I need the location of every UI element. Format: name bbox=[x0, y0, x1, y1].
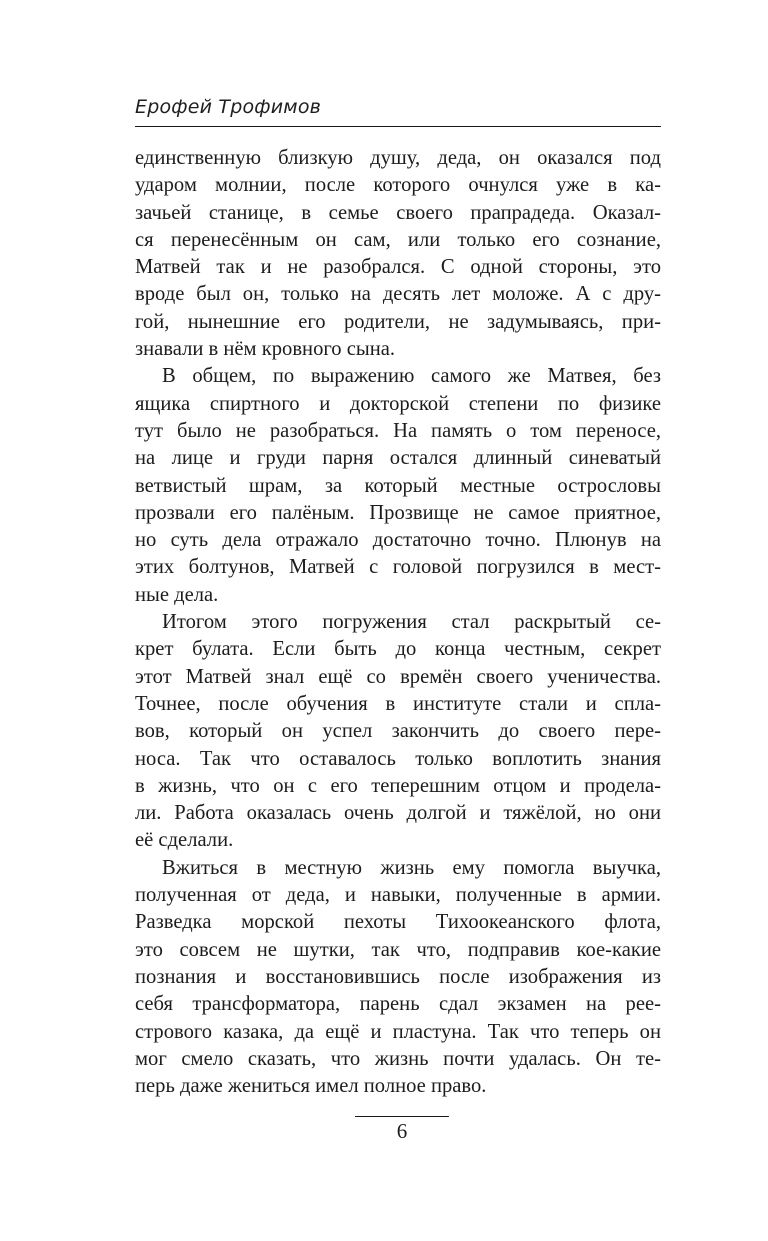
text-line: стрового казака, да ещё и пластуна. Так что теперь он bbox=[135, 1020, 661, 1043]
text-line: единственную близкую душу, деда, он оказался под bbox=[135, 147, 661, 169]
paragraph-3 bbox=[135, 609, 661, 855]
text-line: но суть дела отражало достаточно точно. Плюнув на bbox=[135, 529, 661, 552]
paragraph-4 bbox=[135, 855, 661, 1101]
text-line: этот Матвей знал ещё со времён своего ученичества. bbox=[135, 665, 661, 688]
body-text bbox=[135, 145, 661, 1100]
text-line: прозвали его палёным. Прозвище не самое приятное, bbox=[135, 501, 661, 524]
text-line: познания и восстановившись после изображения из bbox=[135, 965, 661, 988]
text-line: в жизнь, что он с его теперешним отцом и продела- bbox=[135, 774, 661, 797]
text-line: тут было не разобраться. На память о том переносе, bbox=[135, 419, 661, 442]
header-rule bbox=[135, 126, 661, 127]
text-line: полученная от деда, и навыки, полученные в армии. bbox=[135, 884, 661, 907]
text-line: этих болтунов, Матвей с головой погрузился в мест- bbox=[135, 556, 661, 579]
paragraph-2 bbox=[135, 363, 661, 609]
text-line: ли. Работа оказалась очень долгой и тяжёлой, но они bbox=[135, 802, 661, 825]
text-line: ветвистый шрам, за который местные острословы bbox=[135, 474, 661, 497]
text-line: её сделали. bbox=[135, 829, 234, 852]
text-line: Разведка морской пехоты Тихоокеанского флота, bbox=[135, 911, 661, 934]
text-line: В общем, по выражению самого же Матвея, без bbox=[162, 365, 661, 388]
text-line: мог смело сказать, что жизнь почти удалась. Он те- bbox=[135, 1047, 661, 1070]
text-line: зачьей станице, в семье своего прапрадеда. Оказал- bbox=[135, 201, 661, 224]
page-number: 6 bbox=[396, 1119, 408, 1143]
footer-rule bbox=[355, 1116, 449, 1117]
text-line: вроде был он, только на десять лет моложе. А с дру- bbox=[135, 283, 661, 306]
text-line: гой, нынешние его родители, не задумываясь, при- bbox=[135, 310, 661, 333]
text-line: знавали в нём кровного сына. bbox=[135, 338, 396, 361]
text-line: ударом молнии, после которого очнулся уже в ка- bbox=[135, 174, 661, 197]
text-line: вов, который он успел закончить до своего пере- bbox=[135, 720, 661, 743]
text-line: носа. Так что оставалось только воплотить знания bbox=[135, 747, 661, 770]
paragraph-1 bbox=[135, 145, 661, 363]
text-line: себя трансформатора, парень сдал экзамен на рее- bbox=[135, 993, 661, 1016]
text-line: на лице и груди парня остался длинный синеватый bbox=[135, 447, 661, 470]
text-line: ные дела. bbox=[135, 583, 219, 606]
text-line: ся перенесённым он сам, или только его сознание, bbox=[135, 228, 661, 251]
text-line: крет булата. Если быть до конца честным, секрет bbox=[135, 638, 661, 661]
text-line: ящика спиртного и докторской степени по физике bbox=[135, 392, 661, 415]
text-line: Матвей так и не разобрался. С одной стороны, это bbox=[135, 256, 661, 279]
text-line: Итогом этого погружения стал раскрытый се- bbox=[162, 611, 661, 634]
text-line: Вжиться в местную жизнь ему помогла выучка, bbox=[162, 856, 661, 879]
text-line: Точнее, после обучения в институте стали и спла- bbox=[135, 692, 661, 715]
text-line: перь даже жениться имел полное право. bbox=[135, 1075, 487, 1098]
text-line: это совсем не шутки, так что, подправив кое-какие bbox=[135, 938, 661, 961]
running-head-author: Ерофей Трофимов bbox=[135, 96, 322, 118]
